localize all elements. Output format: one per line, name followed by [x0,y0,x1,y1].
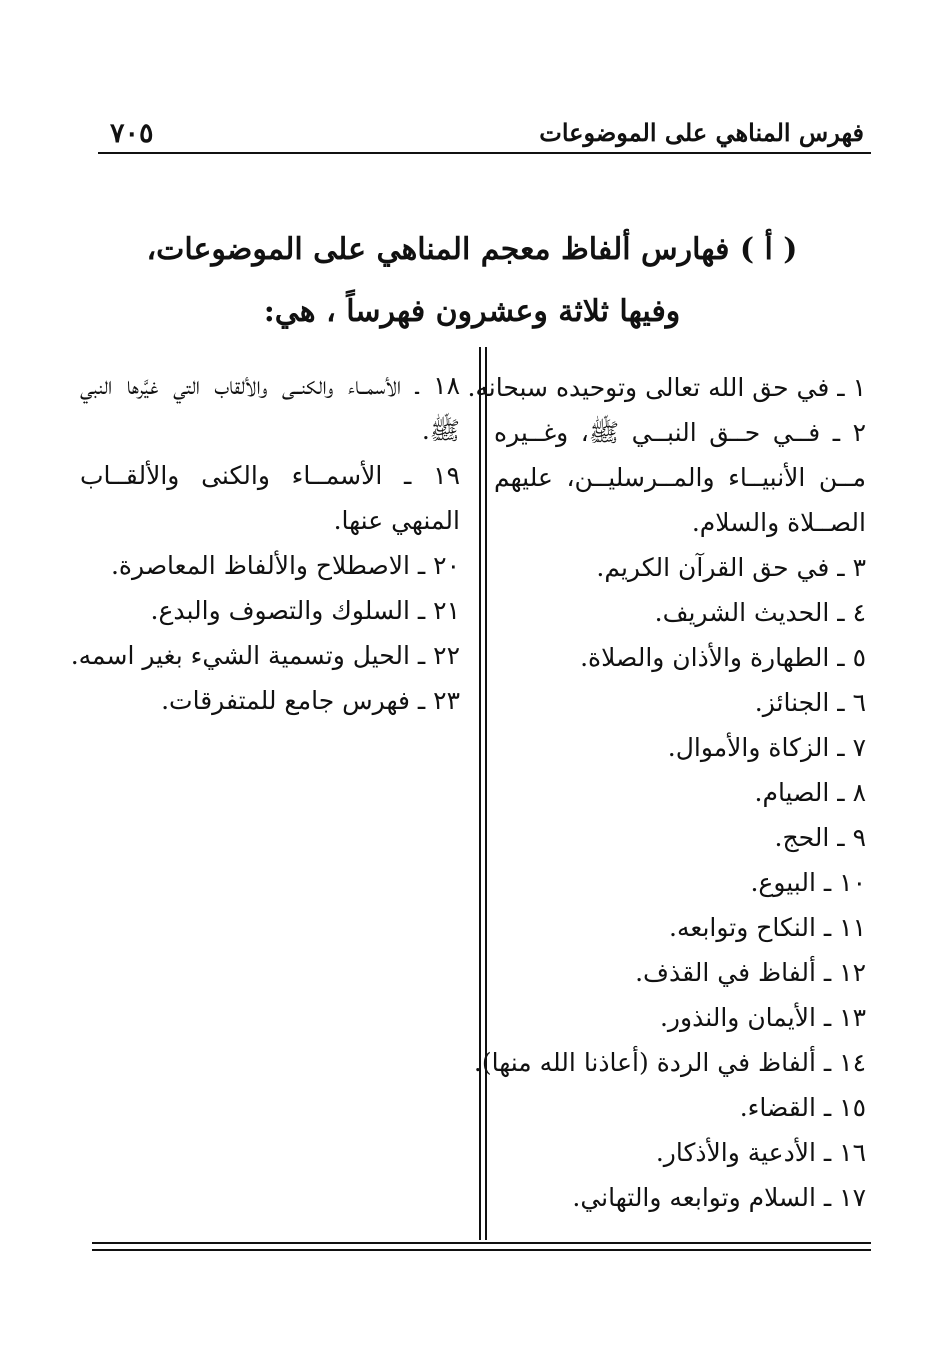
list-item: ٢٠ ـ الاصطلاح والألفاظ المعاصرة. [110,551,460,580]
list-item: ١١ ـ النكاح وتوابعه. [669,913,866,942]
column-divider [479,347,481,1240]
section-title-line-2: وفيها ثلاثة وعشرون فهرساً ، هي: [263,294,681,329]
list-item: ٢ ـ فــي حــق النبــي ﷺ، وغــيره مــن الأنبيــاء والمــرسليــن، عليهم الصــلاة والسلام. [494,418,866,537]
list-item: ١٧ ـ السلام وتوابعه والتهاني. [572,1183,866,1212]
list-item: ١٥ ـ القضاء. [739,1093,866,1122]
list-item: ١٣ ـ الأيمان والنذور. [659,1003,866,1032]
list-item: ١٤ ـ ألفاظ في الردة (أعاذنا الله منها). [473,1048,866,1077]
list-item: ١٩ ـ الأسمــاء والكنى والألقــاب المنهي عنها. [80,461,460,535]
list-item: ٣ ـ في حق القرآن الكريم. [596,553,866,582]
list-item: ٤ ـ الحديث الشريف. [654,598,866,627]
footer-rule [92,1242,871,1244]
list-item: ٢١ ـ السلوك والتصوف والبدع. [150,596,460,625]
list-item: ٢٢ ـ الحيل وتسمية الشيء بغير اسمه. [70,641,460,670]
list-item: ١٨ ـ الأسمــاء والكنــى والألقاب التي غيَّرها النبي ﷺ. [80,371,460,445]
list-item: ٧ ـ الزكاة والأموال. [667,733,866,762]
list-item: ١٦ ـ الأدعية والأذكار. [655,1138,866,1167]
list-item: ٥ ـ الطهارة والأذان والصلاة. [580,643,866,672]
index-list-left [70,363,460,723]
list-item: ٨ ـ الصيام. [754,778,866,807]
list-item: ٦ ـ الجنائز. [754,688,866,717]
section-title-line-1: ( أ ) فهارس ألفاظ معجم المناهي على الموضوعات، [146,232,798,267]
index-list-right [467,365,866,1220]
list-item: ١٠ ـ البيوع. [750,868,866,897]
column-divider [485,347,487,1240]
list-item: ١ ـ في حق الله تعالى وتوحيده سبحانه. [467,373,866,402]
list-item: ٩ ـ الحج. [774,823,866,852]
list-item: ١٢ ـ ألفاظ في القذف. [635,958,866,987]
running-title: فهرس المناهي على الموضوعات [539,118,864,147]
footer-rule [92,1249,871,1251]
header-rule [98,152,871,154]
list-item: ٢٣ ـ فهرس جامع للمتفرقات. [161,686,460,715]
page-number: ٧٠٥ [110,118,154,149]
